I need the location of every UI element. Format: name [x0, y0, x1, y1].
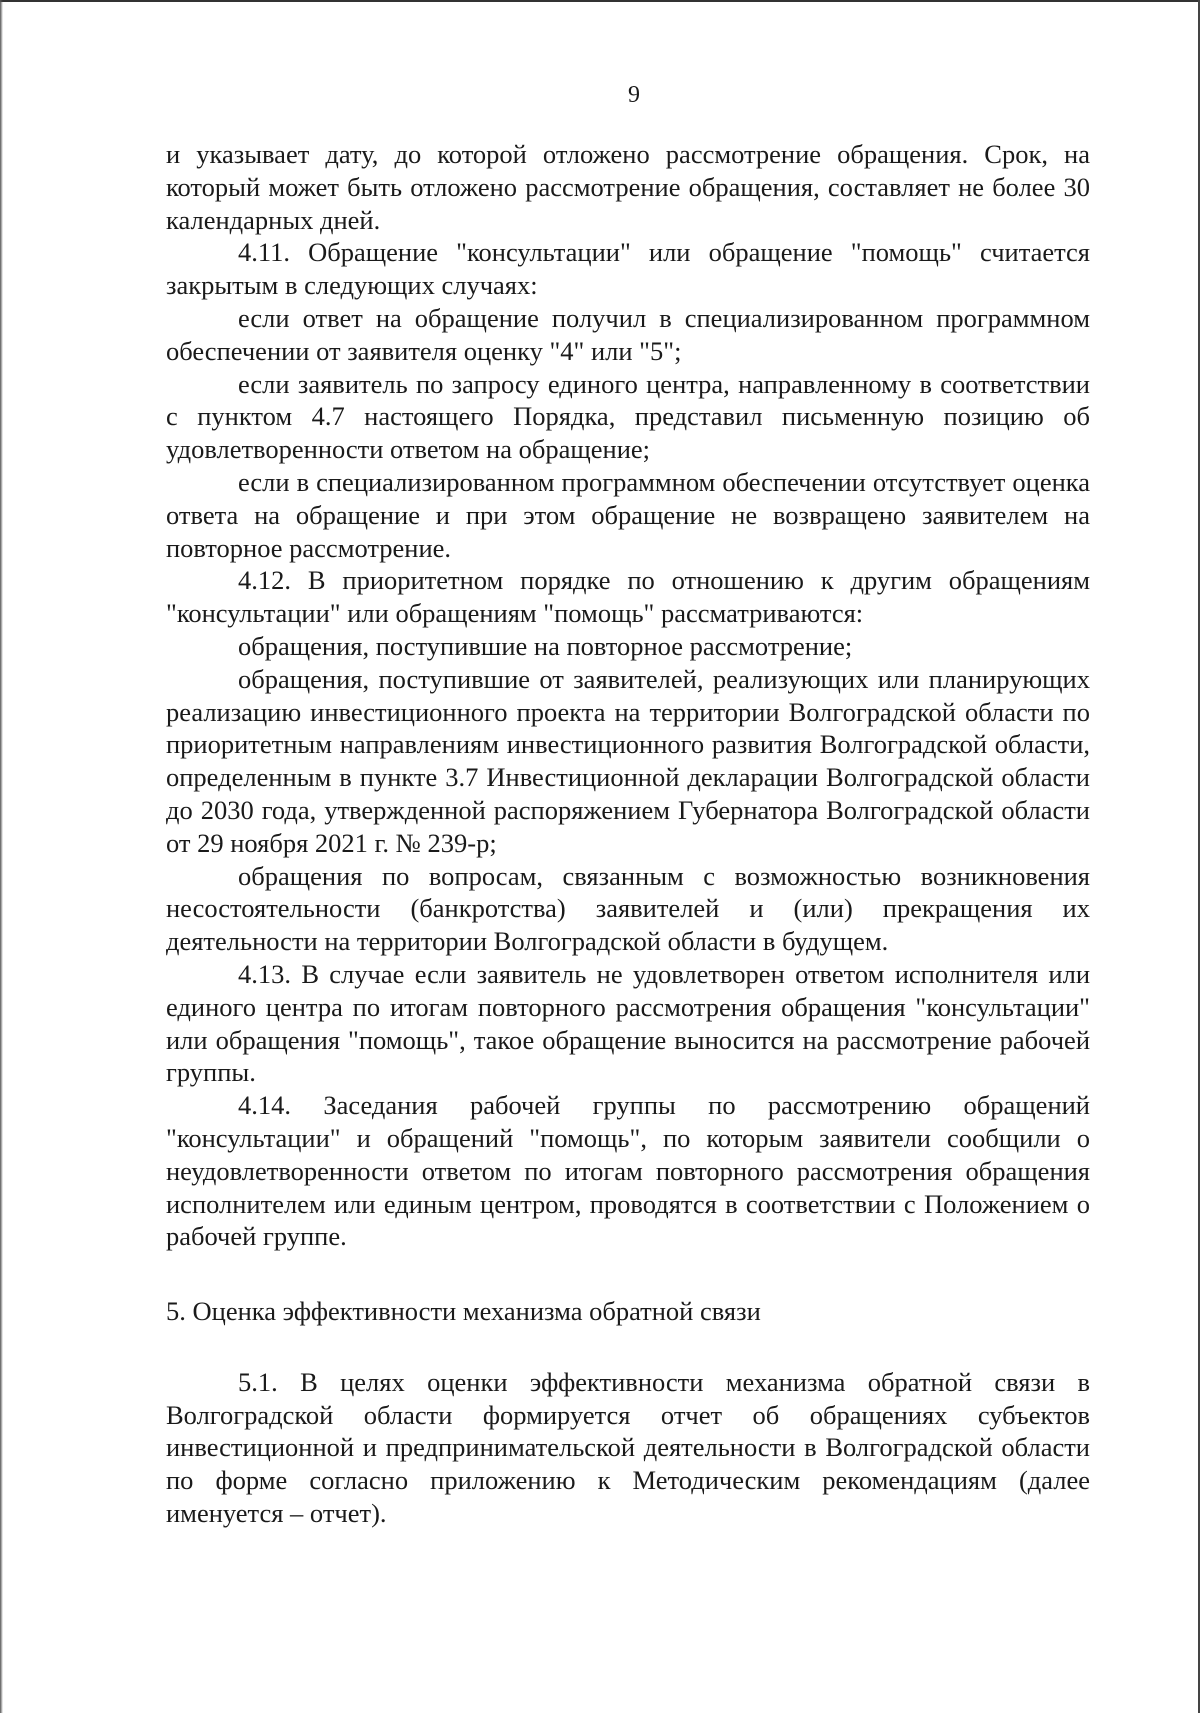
section-heading: 5. Оценка эффективности механизма обратной связи	[166, 1296, 761, 1327]
paragraph-4-11-case-1: если ответ на обращение получил в специализированном программном обеспечении от заявителя оценку "4" или "5";	[166, 302, 1090, 366]
paragraph-5-1: 5.1. В целях оценки эффективности механизма обратной связи в Волгоградской области формируется отчет об обращениях субъектов инвестиционной и предпринимательской деятельности в Волгоградской области по форме согласно приложению к Методическим рекомендациям (далее именуется – отчет).	[166, 1366, 1090, 1529]
paragraph-4-14: 4.14. Заседания рабочей группы по рассмотрению обращений "консультации" и обращений "помощь", по которым заявители сообщили о неудовлетворенности ответом по итогам повторного рассмотрения обращения исполнителем или единым центром, проводятся в соответствии с Положением о рабочей группе.	[166, 1090, 1090, 1252]
paragraph-4-11-case-3: если в специализированном программном обеспечении отсутствует оценка ответа на обращение и при этом обращение не возвращено заявителем на повторное рассмотрение.	[166, 466, 1090, 563]
paragraph-4-12-item-3: обращения по вопросам, связанным с возможностью возникновения несостоятельности (банкротства) заявителей и (или) прекращения их деятельности на территории Волгоградской области в будущем.	[166, 860, 1090, 957]
page-number: 9	[628, 82, 640, 108]
paragraph-4-11-case-2: если заявитель по запросу единого центра, направленному в соответствии с пунктом 4.7 настоящего Порядка, представил письменную позицию об удовлетворенности ответом на обращение;	[166, 368, 1090, 465]
paragraph-4-12-item-1: обращения, поступившие на повторное рассмотрение;	[238, 630, 853, 661]
paragraph-4-12-item-2: обращения, поступившие от заявителей, реализующих или планирующих реализацию инвестиционного проекта на территории Волгоградской области по приоритетным направлениям инвестиционного развития Волгоградской области, определенным в пункте 3.7 Инвестиционной декларации Волгоградской области до 2030 года, утвержденной распоряжением Губернатора Волгоградской области от 29 ноября 2021 г. № 239-р;	[166, 663, 1090, 858]
scan-left-edge	[0, 0, 3, 1713]
paragraph-continuation: и указывает дату, до которой отложено рассмотрение обращения. Срок, на который может быть отложено рассмотрение обращения, составляет не более 30 календарных дней.	[166, 139, 1090, 235]
paragraph-4-12: 4.12. В приоритетном порядке по отношению к другим обращениям "консультации" или обращениям "помощь" рассматриваются:	[166, 565, 1090, 629]
paragraph-4-13: 4.13. В случае если заявитель не удовлетворен ответом исполнителя или единого центра по итогам повторного рассмотрения обращения "консультации" или обращения "помощь", такое обращение выносится на рассмотрение рабочей группы.	[166, 958, 1090, 1088]
scan-top-edge	[0, 0, 1200, 2]
paragraph-4-11: 4.11. Обращение "консультации" или обращение "помощь" считается закрытым в следующих случаях:	[166, 237, 1090, 301]
document-body	[166, 138, 1090, 1530]
